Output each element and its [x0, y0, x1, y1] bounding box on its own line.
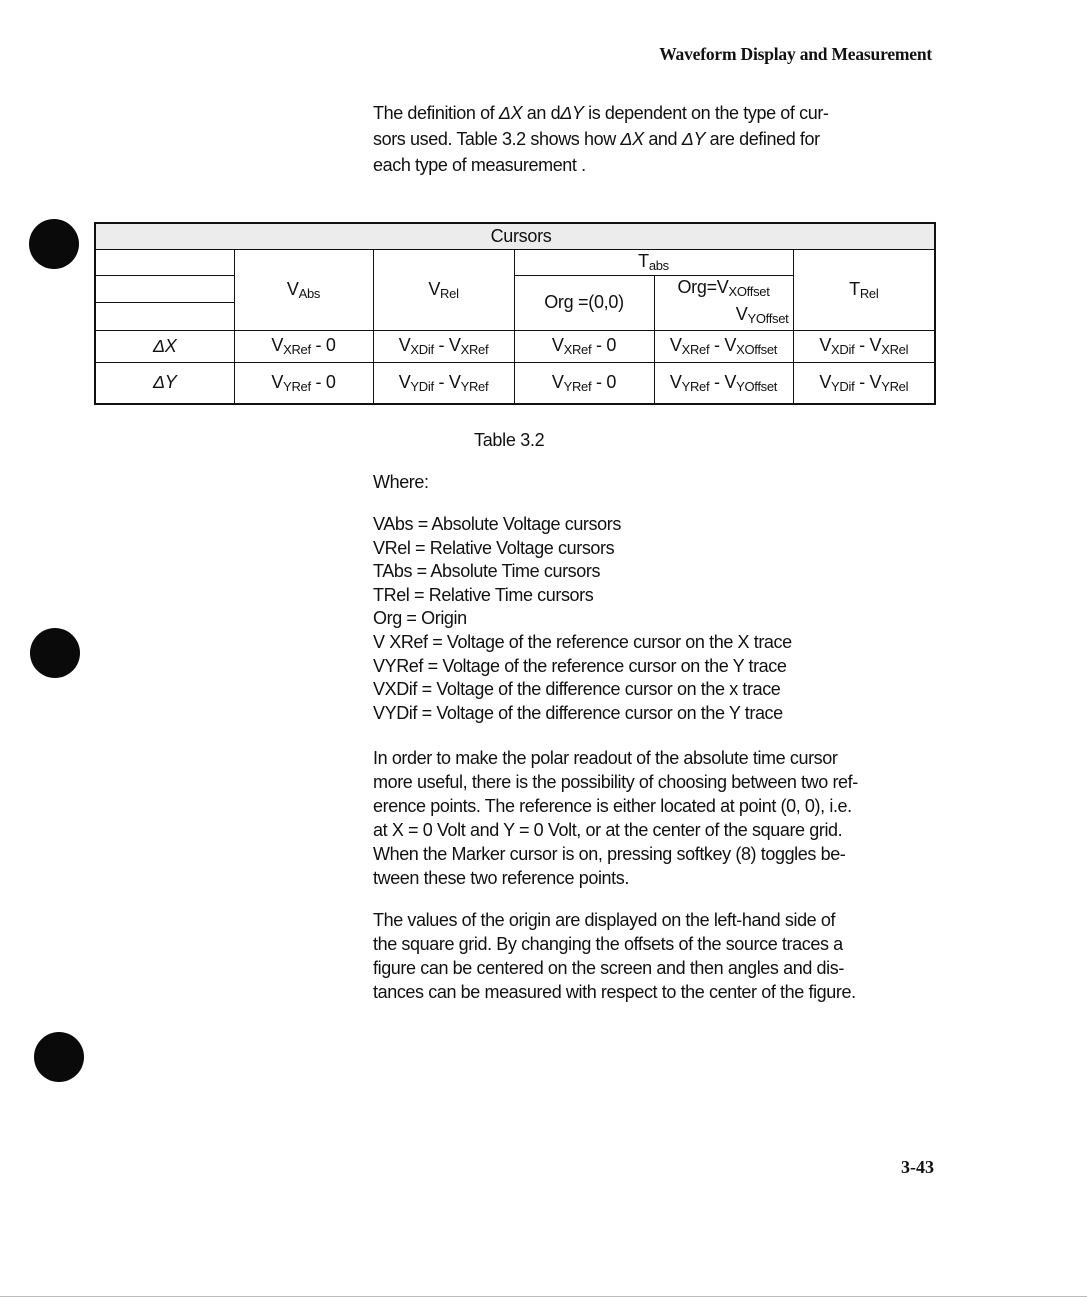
where-label: Where: — [373, 472, 429, 492]
paragraph-text: The values of the origin are displayed on the left-hand side of the square grid. By changing the offsets of the source traces a figure can be centered on the screen and then angles and dis- tances can be measured with respect to the center of the figure. — [373, 910, 856, 1002]
cell-dy-trel: $V_{YDif} - V_{YRel}$ — [793, 362, 935, 404]
binder-hole-bottom — [34, 1032, 84, 1082]
header-vrel: $V_{Rel}$ — [373, 249, 514, 330]
intro-paragraph — [373, 100, 933, 178]
intro-line-1: The definition of ΔX an dΔY is dependent on the type of cur- — [373, 103, 829, 123]
running-head: Waveform Display and Measurement — [659, 44, 932, 64]
page-number: 3-43 — [901, 1157, 934, 1177]
table-empty-cell — [95, 303, 234, 331]
cell-dx-org-zero: $V_{XRef} - 0$ — [514, 330, 654, 362]
definition-item: VXDif = Voltage of the difference cursor on the x trace — [373, 679, 781, 700]
table-group-header: Cursors — [95, 223, 935, 249]
table-empty-cell — [95, 249, 234, 275]
binder-hole-top — [29, 219, 79, 269]
cell-dx-trel: $V_{XDif} - V_{XRel}$ — [793, 330, 935, 362]
polar-readout-paragraph — [373, 746, 933, 890]
cell-dy-org-offset: $V_{YRef} - V_{YOffset}$ — [654, 362, 793, 404]
cell-dy-org-zero: $V_{YRef} - 0$ — [514, 362, 654, 404]
header-org-offset-line1: $Org=V_{XOffset}$ — [677, 276, 770, 299]
cell-dy-vrel: $V_{YDif} - V_{YRef}$ — [373, 362, 514, 404]
header-org-offset — [654, 275, 793, 330]
header-org-offset-line2: $V_{YOffset}$ — [735, 303, 789, 326]
intro-line-2: sors used. Table 3.2 shows how ΔX and ΔY are defined for — [373, 129, 820, 149]
cell-dx-vabs: $V_{XRef} - 0$ — [234, 330, 373, 362]
intro-line-3: each type of measurement . — [373, 155, 586, 175]
cell-dy-vabs: $V_{YRef} - 0$ — [234, 362, 373, 404]
definition-item: V XRef = Voltage of the reference cursor on the X trace — [373, 631, 792, 652]
definition-item: VYDif = Voltage of the difference cursor on the Y trace — [373, 702, 783, 723]
cell-dx-vrel: $V_{XDif} - V_{XRef}$ — [373, 330, 514, 362]
definition-item: TAbs = Absolute Time cursors — [373, 561, 601, 582]
definitions-list — [373, 513, 792, 725]
row-label-dy: ΔY — [95, 362, 234, 404]
header-trel: $T_{Rel}$ — [793, 249, 935, 330]
header-tabs: $T_{abs}$ — [514, 249, 793, 275]
origin-values-paragraph — [373, 908, 933, 1004]
cursor-definition-table — [94, 222, 936, 405]
table-caption: Table 3.2 — [474, 430, 545, 450]
definition-item: VRel = Relative Voltage cursors — [373, 537, 615, 558]
table-empty-cell — [95, 275, 234, 303]
definition-item: VAbs = Absolute Voltage cursors — [373, 514, 621, 534]
header-org-zero: Org =(0,0) — [514, 275, 654, 330]
table-row-dx — [95, 330, 935, 362]
definition-item: VYRef = Voltage of the reference cursor on the Y trace — [373, 655, 787, 676]
paragraph-text: In order to make the polar readout of the absolute time cursor more useful, there is the possibility of choosing between two ref- erence points. The reference is either located at point (0, 0), i.e. at X = 0 Volt and Y = 0 Volt, or at the center of the square grid. When the Marker cursor is on, pressing softkey (8) toggles be- tween these two reference points. — [373, 748, 858, 888]
row-label-dx: ΔX — [95, 330, 234, 362]
table-row-dy — [95, 362, 935, 404]
cell-dx-org-offset: $V_{XRef} - V_{XOffset}$ — [654, 330, 793, 362]
definition-item: TRel = Relative Time cursors — [373, 584, 594, 605]
binder-hole-middle — [30, 628, 80, 678]
definition-item: Org = Origin — [373, 608, 467, 629]
header-vabs: $V_{Abs}$ — [234, 249, 373, 330]
